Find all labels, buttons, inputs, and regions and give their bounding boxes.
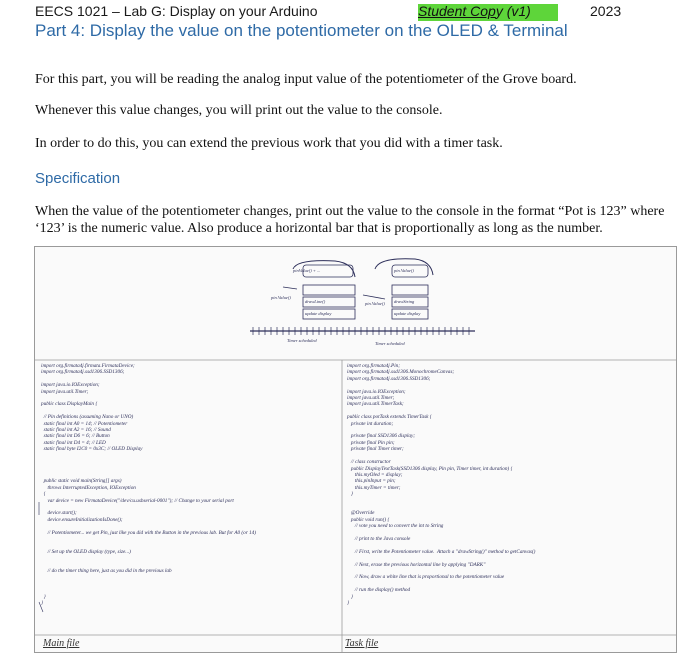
student-copy-tail: y (v1)	[495, 3, 531, 19]
right-box-1	[392, 285, 428, 295]
course-header: EECS 1021 – Lab G: Display on your Arduino	[35, 3, 318, 19]
main-code-line: public static void main(String[] args)	[41, 478, 122, 485]
year-label: 2023	[590, 3, 622, 19]
specification-heading: Specification	[35, 170, 121, 187]
main-code-line: import java.io.IOException;	[41, 382, 100, 389]
task-code-line: // vote you need to convert the int to String	[347, 523, 444, 530]
main-code-line: static final byte I2C0 = 0x3C; // OLED Display	[41, 446, 143, 453]
paragraph-intro: For this part, you will be reading the analog input value of the potentiometer of the Grove board.	[35, 72, 577, 87]
main-code-line: }	[41, 600, 44, 607]
task-code-line: // run the display() method	[347, 587, 411, 594]
main-code-line: var device = new FirmataDevice("/dev/cu.usbserial-0001"); // Change to your serial port	[41, 497, 234, 504]
task-code-line: // class constructor	[347, 459, 391, 466]
task-code-line: this.myTimer = timer;	[347, 484, 401, 491]
main-code-line: // do the timer thing here, just as you did in the previous lab	[41, 568, 172, 574]
part-title: Part 4: Display the value on the potentiometer on the OLED & Terminal	[35, 21, 568, 40]
sketch-left-top: pinValue() + ...	[293, 268, 321, 273]
sketch-left-pin: pin.Value()	[271, 295, 291, 300]
paragraph-extend: In order to do this, you can extend the previous work that you did with a timer task.	[35, 136, 503, 151]
sketch-left-mid: drawLine()	[305, 299, 326, 304]
main-code-line: // Pin definitions (assuming Nano or UNO)	[41, 414, 134, 421]
task-code-line: public DisplayTextTask(SSD1306 display, Pin pin, Timer timer, int duration) {	[347, 465, 513, 472]
task-code-line: this.pinInput = pin;	[347, 478, 396, 485]
main-code-line: import org.firmata4j.ssd1306.SSD1306;	[41, 369, 125, 376]
task-code-line: @Override	[347, 510, 375, 517]
paragraph-specification: When the value of the potentiometer changes, print out the value to the console in the format “Pot is 123” where ‘123’ is the numeric value. Also produce a horizontal bar that is proportionally as long as the number.	[35, 204, 665, 236]
sketch-right-timer: Timer scheduled	[375, 341, 405, 346]
task-code-line: import java.io.IOException;	[347, 388, 406, 395]
sketch-right-top: pin.Value()	[394, 268, 414, 273]
task-code-line: import java.util.Timer;	[347, 395, 395, 402]
main-code-line: // Potentiometer... we get Pin, just like you did with the Button in the previous lab. But for A0 (or 14)	[41, 529, 256, 536]
main-code-line: static final int D4 = 4; // LED	[41, 439, 106, 446]
task-code-line: this.myOled = display;	[347, 471, 403, 478]
main-code-line: import org.firmata4j.firmata.FirmataDevice;	[41, 363, 135, 369]
task-code-line: // Now, draw a white line that is proportional to the potentiometer value	[347, 574, 505, 581]
main-code-line: {	[41, 491, 46, 498]
main-file-code	[41, 363, 256, 606]
main-code-line: static final int D6 = 6; // Button	[41, 433, 110, 440]
task-code-line: public class potTask extends TimerTask {	[347, 414, 432, 421]
task-code-line: private final Pin pin;	[347, 439, 395, 446]
main-code-line: device.ensureInitializationIsDone();	[41, 516, 123, 523]
main-code-line: static final int A2 = 16; // Sound	[41, 427, 111, 434]
task-code-line: import java.util.TimerTask;	[347, 401, 404, 408]
handwritten-figure	[34, 246, 677, 653]
main-code-line: throws InterruptedException, IOException	[41, 484, 136, 491]
main-code-line: public class DisplayMain {	[41, 401, 98, 408]
task-file-label: Task file	[345, 638, 379, 649]
task-code-line: }	[347, 600, 350, 607]
task-code-line: }	[347, 491, 353, 498]
task-code-line: private int duration;	[347, 420, 394, 427]
left-box-1	[303, 285, 355, 295]
right-arrow	[363, 295, 385, 299]
main-code-line: device.start();	[41, 510, 77, 517]
sketch-left-bot: update display	[305, 311, 332, 316]
task-code-line: // First, write the Potentiometer value. Attach a "drawString()" method to getCanvas()	[347, 548, 536, 555]
student-copy-main: Student Cop	[418, 3, 496, 19]
main-code-line: import java.util.Timer;	[41, 388, 89, 395]
task-code-line: private final Timer timer;	[347, 446, 404, 453]
task-code-line: import org.firmata4j.ssd1306.SSD1306;	[347, 375, 431, 382]
main-code-line: static final int A0 = 14; // Potentiometer	[41, 420, 128, 427]
main-file-label: Main file	[43, 638, 80, 649]
sketch-right-bot: update display	[394, 311, 421, 316]
task-code-line: import org.firmata4j.Pin;	[347, 363, 400, 369]
main-code-line: // Set up the OLED display (type, size...)	[41, 548, 131, 555]
main-code-line: }	[41, 593, 46, 600]
task-code-line: // Next, erase the previous horizontal line by applying "DARK"	[347, 561, 486, 568]
sketch-right-mid: drawString	[394, 299, 415, 304]
left-arrow	[283, 287, 297, 289]
paragraph-change: Whenever this value changes, you will print out the value to the console.	[35, 103, 443, 118]
task-code-line: private final SSD1306 display;	[347, 433, 416, 440]
task-code-line: }	[347, 593, 353, 600]
task-code-line: // print to the Java console	[347, 535, 411, 542]
student-copy-label	[418, 3, 531, 19]
sketch-left-timer: Timer scheduled	[287, 338, 317, 343]
task-file-code	[347, 363, 535, 606]
task-code-line: import org.firmata4j.ssd1306.MonochromeCanvas;	[347, 369, 455, 376]
task-code-line: public void run() {	[347, 516, 390, 523]
sketch-right-pin: pin.Value()	[365, 301, 385, 306]
